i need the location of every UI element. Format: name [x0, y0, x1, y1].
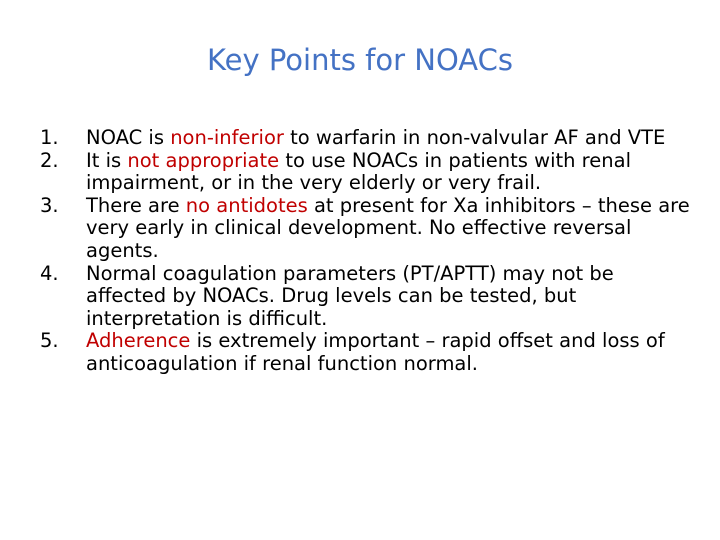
item-number: 1.	[40, 126, 59, 149]
item-number: 2.	[40, 148, 59, 172]
item-text-after: to warfarin in non-valvular AF and VTE	[283, 126, 666, 149]
item-highlight: Adherence	[86, 329, 191, 353]
item-number: 3.	[40, 193, 59, 217]
item-number: 5.	[40, 329, 59, 353]
key-points-list	[40, 127, 690, 376]
item-text-before: NOAC is	[86, 126, 171, 149]
item-number: 4.	[40, 261, 59, 285]
list-item	[40, 195, 690, 263]
item-highlight: not appropriate	[127, 148, 280, 172]
item-text	[86, 150, 690, 195]
item-text	[86, 263, 690, 331]
item-text	[86, 330, 690, 375]
list-item	[40, 150, 690, 195]
item-text-before: It is	[86, 148, 128, 172]
list-item	[40, 263, 690, 331]
item-text	[86, 195, 690, 263]
item-text-before: There are	[86, 193, 186, 217]
slide-title: Key Points for NOACs	[207, 43, 513, 77]
item-text-after: at present for Xa inhibitors – these are very early in clinical development. No effective reversal agents.	[86, 193, 690, 262]
item-highlight: non-inferior	[170, 126, 284, 149]
list-item	[40, 330, 690, 375]
item-text	[86, 127, 690, 150]
item-highlight: no antidotes	[185, 193, 308, 217]
list-item	[40, 127, 690, 150]
item-text-before: Normal coagulation parameters (PT/APTT) may not be affected by NOACs. Drug levels can be tested, but interpretation is difficult.	[86, 261, 614, 330]
item-text-after: to use NOACs in patients with renal impairment, or in the very elderly or very frail.	[86, 148, 631, 195]
item-text-after: is extremely important – rapid offset and loss of anticoagulation if renal function normal.	[86, 329, 665, 375]
